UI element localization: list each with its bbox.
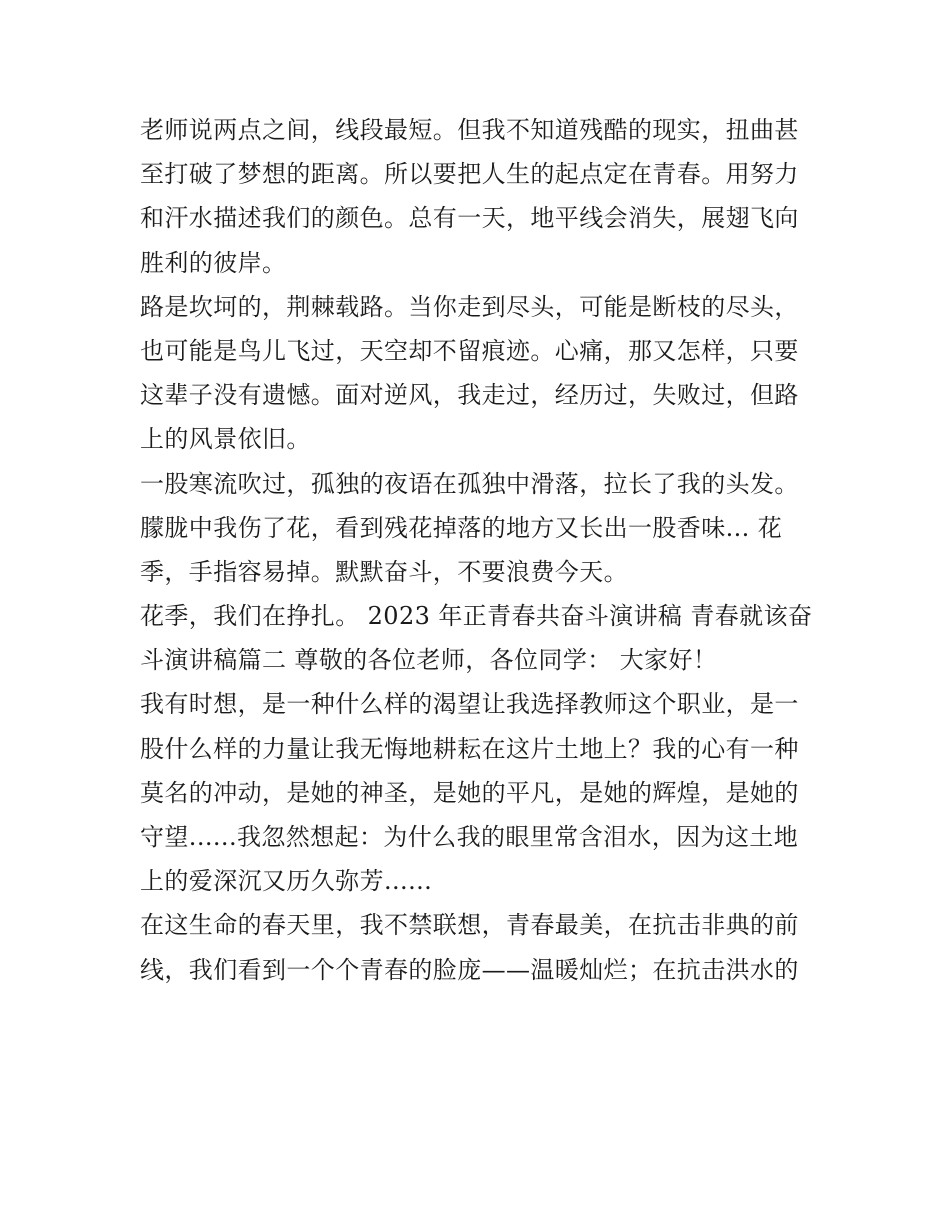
text-line: 也可能是鸟儿飞过，天空却不留痕迹。心痛，那又怎样，只要 [140,336,799,365]
paragraph-3 [140,462,812,595]
text-line: 朦胧中我伤了花，看到残花掉落的地方又长出一股香味... 花 [140,513,783,542]
document-body [140,108,812,992]
text-line: 上的风景依旧。 [140,425,311,454]
paragraph-6 [140,903,812,991]
paragraph-2 [140,285,812,462]
text-line: 斗演讲稿篇二 尊敬的各位老师，各位同学： 大家好！ [140,646,718,675]
text-line: 至打破了梦想的距离。所以要把人生的起点定在青春。用努力 [140,160,799,189]
text-line: 路是坎坷的，荆棘载路。当你走到尽头，可能是断枝的尽头， [140,292,799,321]
text-line: 这辈子没有遗憾。面对逆风，我走过，经历过，失败过，但路 [140,381,799,410]
text-line: 和汗水描述我们的颜色。总有一天，地平线会消失，展翅飞向 [140,204,799,233]
text-line: 一股寒流吹过，孤独的夜语在孤独中滑落，拉长了我的头发。 [140,469,799,498]
text-line: 胜利的彼岸。 [140,248,287,277]
text-line: 守望......我忽然想起：为什么我的眼里常含泪水，因为这土地 [140,823,799,851]
text-line: 老师说两点之间，线段最短。但我不知道残酷的现实，扭曲甚 [140,116,799,144]
text-line: 股什么样的力量让我无悔地耕耘在这片土地上？我的心有一种 [140,734,799,763]
text-line: 花季，我们在挣扎。 2023 年正青春共奋斗演讲稿 青春就该奋 [140,602,813,631]
text-line: 线，我们看到一个个青春的脸庞——温暖灿烂；在抗击洪水的 [140,955,799,984]
text-line: 莫名的冲动，是她的神圣，是她的平凡，是她的辉煌，是她的 [140,778,799,807]
paragraph-4 [140,594,812,682]
text-line: 在这生命的春天里，我不禁联想，青春最美，在抗击非典的前 [140,911,799,940]
paragraph-5 [140,682,812,903]
text-line: 季，手指容易掉。默默奋斗，不要浪费今天。 [140,557,628,586]
text-line: 我有时想，是一种什么样的渴望让我选择教师这个职业，是一 [140,690,799,719]
text-line: 上的爱深沉又历久弥芳...... [140,867,433,896]
paragraph-1 [140,108,812,285]
